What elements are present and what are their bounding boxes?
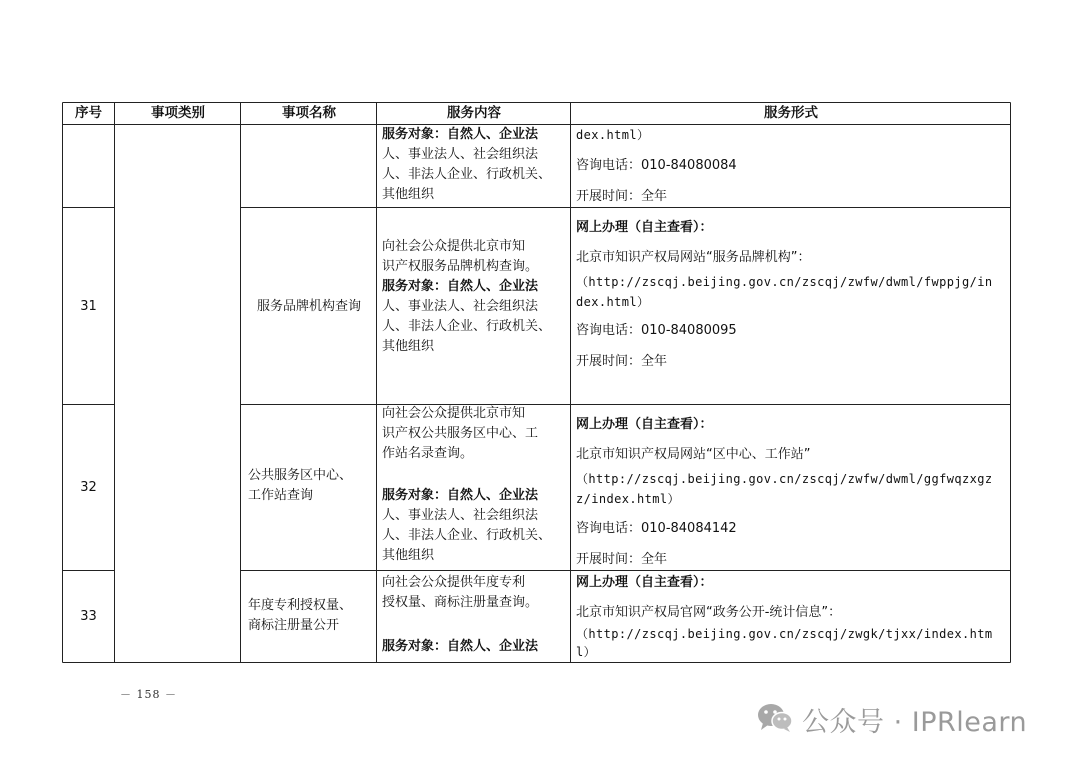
header-seq: 序号 <box>75 105 102 121</box>
row32-content-line: 人、事业法人、社会组织法 <box>382 508 539 523</box>
row33-content <box>382 573 538 657</box>
row33-content-line: 授权量、商标注册量查询。 <box>382 595 539 610</box>
row31-name: 服务品牌机构查询 <box>256 298 361 314</box>
row0-phone: 咨询电话：010-84080084 <box>576 158 737 173</box>
watermark <box>756 700 1027 739</box>
row31-url-line2[interactable]: dex.html） <box>576 295 650 309</box>
row33-site: 北京市知识产权局官网“政务公开-统计信息”： <box>576 605 842 620</box>
row32-name-line: 公共服务区中心、 <box>248 468 353 483</box>
row31-content-line: 服务对象：自然人、企业法 <box>382 279 539 294</box>
row33-online-title: 网上办理（自主查看）： <box>576 575 713 590</box>
row32-content-line: 向社会公众提供北京市知 <box>382 406 526 421</box>
row31-content-line: 识产权服务品牌机构查询。 <box>382 259 539 274</box>
row0-content-line: 其他组织 <box>382 187 435 202</box>
row31-form <box>576 208 1006 405</box>
row0-content-line: 服务对象：自然人、企业法 <box>382 127 539 142</box>
row31-time: 开展时间：全年 <box>576 354 668 369</box>
row33-content-spacer <box>382 613 538 637</box>
row33-url-line1[interactable]: （http://zscqj.beijing.gov.cn/zscqj/zwgk/tjxx/index.htm <box>576 627 993 641</box>
wechat-icon <box>756 701 794 739</box>
row31-seq: 31 <box>80 298 97 314</box>
row31-site: 北京市知识产权局网站“服务品牌机构”： <box>576 250 811 265</box>
header-form: 服务形式 <box>764 105 818 121</box>
row32-content-line: 服务对象：自然人、企业法 <box>382 488 539 503</box>
row33-content-line: 服务对象：自然人、企业法 <box>382 639 539 654</box>
row33-url-line2[interactable]: l） <box>576 645 597 659</box>
row31-url-line1[interactable]: （http://zscqj.beijing.gov.cn/zscqj/zwfw/dwml/fwppjg/in <box>576 275 993 289</box>
row32-name <box>248 466 352 506</box>
row0-url-tail: dex.html） <box>576 128 650 142</box>
watermark-text: 公众号 · IPRlearn <box>802 707 1028 738</box>
row0-content <box>382 125 551 205</box>
row33-name-line: 年度专利授权量、 <box>248 598 353 613</box>
row31-content-line: 向社会公众提供北京市知 <box>382 239 526 254</box>
row31-content-line: 人、非法人企业、行政机关、 <box>382 319 552 334</box>
row33-name <box>248 596 352 636</box>
row33-seq: 33 <box>80 608 97 624</box>
row32-seq: 32 <box>80 480 97 495</box>
row31-content-line: 其他组织 <box>382 339 435 354</box>
row33-form <box>576 571 1006 662</box>
row32-content-line: 识产权公共服务区中心、工 <box>382 426 539 441</box>
header-name: 事项名称 <box>282 105 336 121</box>
row32-content <box>382 404 551 566</box>
row32-url-line2[interactable]: z/index.html） <box>576 492 680 506</box>
row32-content-line: 人、非法人企业、行政机关、 <box>382 528 552 543</box>
row0-time: 开展时间：全年 <box>576 189 668 204</box>
row32-content-line: 作站名录查询。 <box>382 446 474 461</box>
row31-content <box>382 237 551 357</box>
row31-content-line: 人、事业法人、社会组织法 <box>382 299 539 314</box>
row32-form <box>576 405 1006 571</box>
row32-url-line1[interactable]: （http://zscqj.beijing.gov.cn/zscqj/zwfw/dwml/ggfwqzxgz <box>576 472 993 486</box>
row32-content-spacer <box>382 464 551 486</box>
row31-online-title: 网上办理（自主查看）： <box>576 220 713 235</box>
header-content: 服务内容 <box>447 105 501 121</box>
header-category: 事项类别 <box>151 105 205 121</box>
row0-form <box>576 125 737 204</box>
row32-online-title: 网上办理（自主查看）： <box>576 417 713 432</box>
row32-time: 开展时间：全年 <box>576 552 668 567</box>
row0-content-line: 人、事业法人、社会组织法 <box>382 147 539 162</box>
page-number: － 158 － <box>120 688 177 701</box>
row32-name-line: 工作站查询 <box>248 488 314 503</box>
row0-content-line: 人、非法人企业、行政机关、 <box>382 167 552 182</box>
row32-phone: 咨询电话：010-84084142 <box>576 521 737 536</box>
row32-content-line: 其他组织 <box>382 548 435 563</box>
row31-phone: 咨询电话：010-84080095 <box>576 323 737 338</box>
row33-content-line: 向社会公众提供年度专利 <box>382 575 526 590</box>
row32-site: 北京市知识产权局网站“区中心、工作站” <box>576 447 811 462</box>
service-table <box>62 102 1011 663</box>
row33-name-line: 商标注册量公开 <box>248 618 340 633</box>
